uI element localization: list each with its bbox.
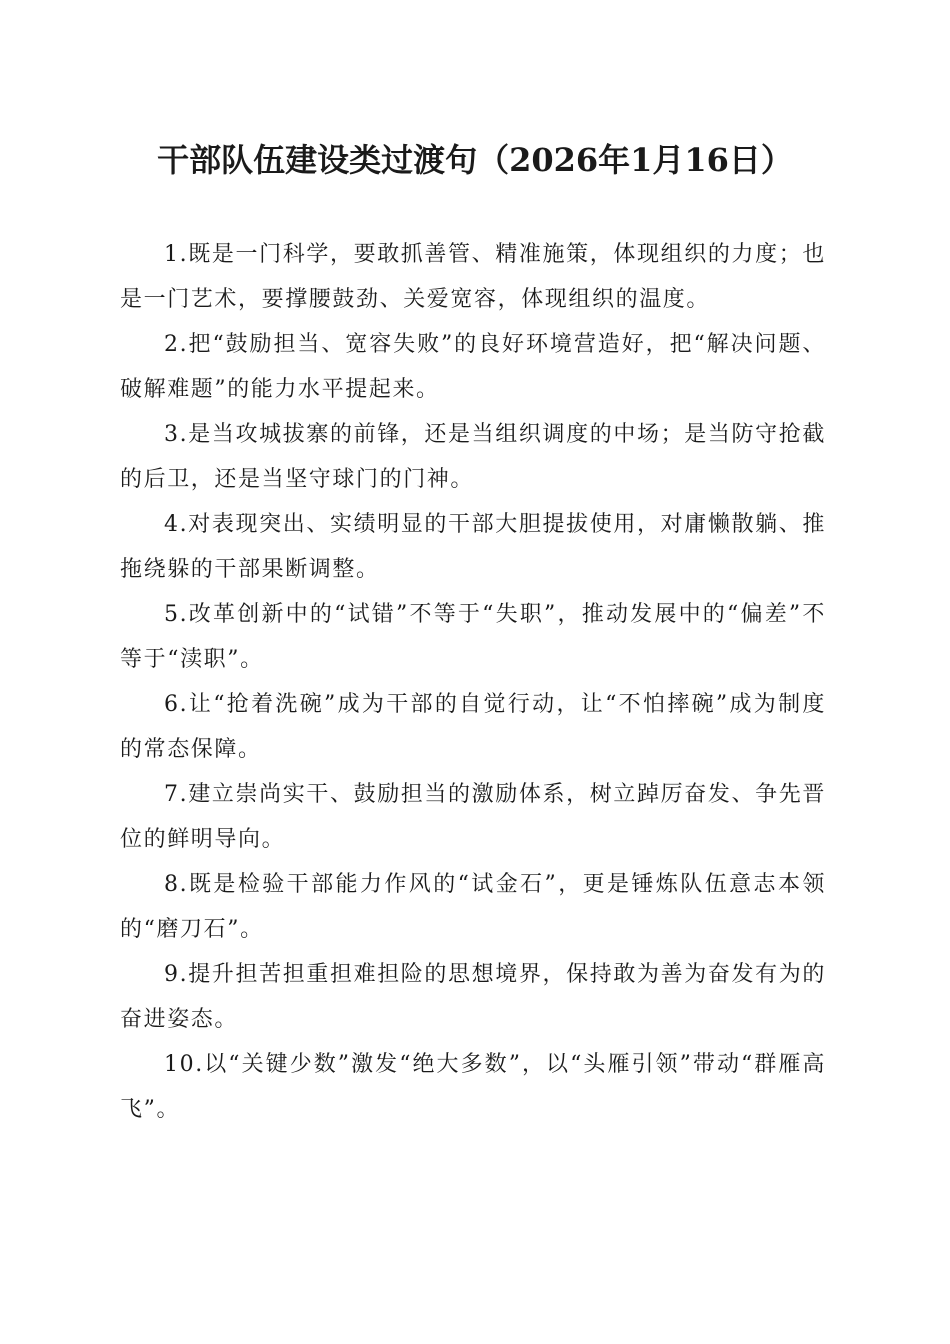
paragraph-2: 2.把“鼓励担当、宽容失败”的良好环境营造好，把“解决问题、破解难题”的能力水平提起来。 (120, 332, 826, 402)
paragraph-1: 1.既是一门科学，要敢抓善管、精准施策，体现组织的力度；也是一门艺术，要撑腰鼓劲、关爱宽容，体现组织的温度。 (120, 242, 826, 312)
document-body (120, 232, 826, 1132)
document-title: 干部队伍建设类过渡句（2026年1月16日） (157, 141, 793, 179)
paragraph-5: 5.改革创新中的“试错”不等于“失职”，推动发展中的“偏差”不等于“渎职”。 (120, 602, 826, 672)
paragraph-6: 6.让“抢着洗碗”成为干部的自觉行动，让“不怕摔碗”成为制度的常态保障。 (120, 692, 826, 762)
paragraph-9: 9.提升担苦担重担难担险的思想境界，保持敢为善为奋发有为的奋进姿态。 (120, 962, 826, 1032)
paragraph-3: 3.是当攻城拔寨的前锋，还是当组织调度的中场；是当防守抢截的后卫，还是当坚守球门的门神。 (120, 422, 826, 492)
paragraph-10: 10.以“关键少数”激发“绝大多数”，以“头雁引领”带动“群雁高飞”。 (120, 1052, 826, 1122)
paragraph-4: 4.对表现突出、实绩明显的干部大胆提拔使用，对庸懒散躺、推拖绕躲的干部果断调整。 (120, 512, 826, 582)
paragraph-8: 8.既是检验干部能力作风的“试金石”，更是锤炼队伍意志本领的“磨刀石”。 (120, 872, 826, 942)
paragraph-7: 7.建立崇尚实干、鼓励担当的激励体系，树立踔厉奋发、争先晋位的鲜明导向。 (120, 782, 826, 852)
